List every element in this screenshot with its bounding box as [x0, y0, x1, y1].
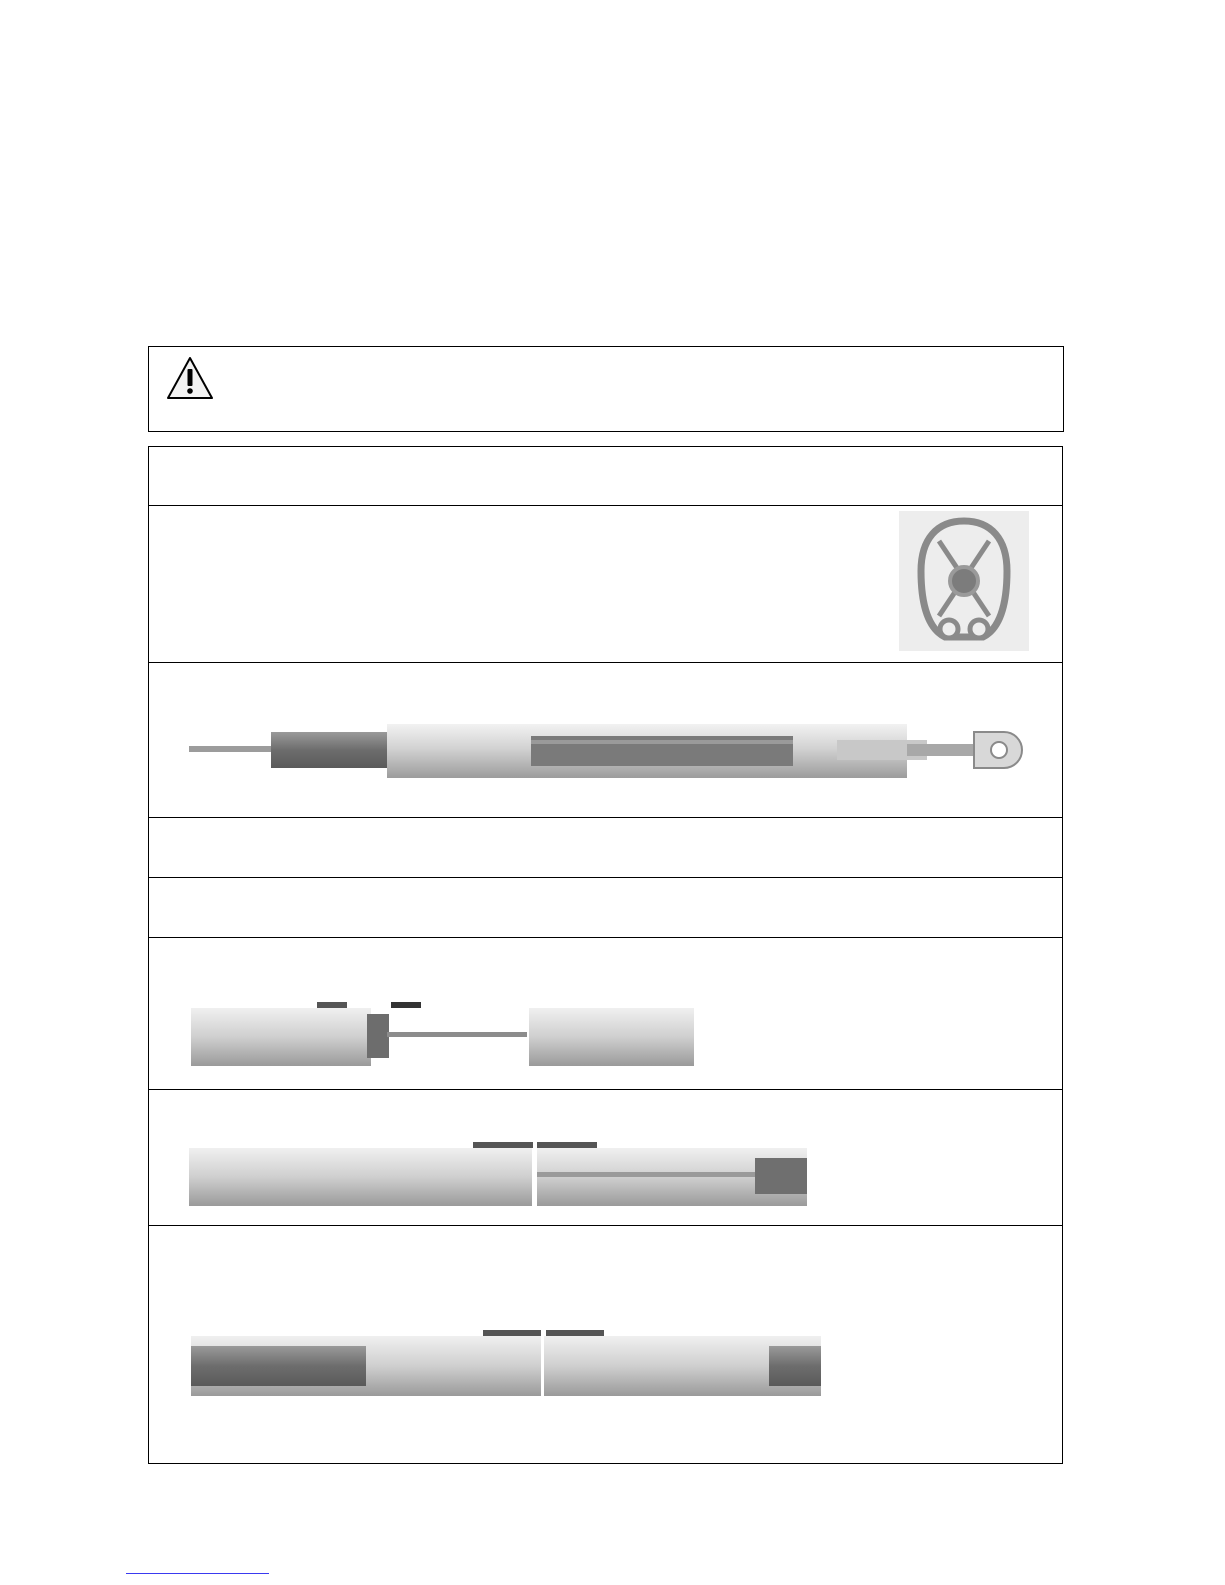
profile-cross-section-figure — [899, 511, 1029, 651]
warning-box — [148, 346, 1064, 432]
instruction-steps-table — [148, 446, 1063, 1464]
step-row-6 — [149, 938, 1062, 1090]
step-row-1 — [149, 447, 1062, 506]
footer-link-underline[interactable] — [126, 1573, 269, 1574]
step-row-7 — [149, 1090, 1062, 1226]
tube-sections-assembled-figure — [191, 1326, 831, 1398]
step-row-4 — [149, 818, 1062, 878]
warning-triangle-icon — [165, 355, 215, 401]
tube-sections-separated-figure — [191, 998, 701, 1068]
step-row-2 — [149, 506, 1062, 663]
step-row-3 — [149, 663, 1062, 818]
step-row-8 — [149, 1226, 1062, 1465]
tube-sections-joined-figure — [189, 1138, 809, 1208]
step-row-5 — [149, 878, 1062, 938]
rod-with-eye-terminal-figure — [189, 718, 1029, 790]
